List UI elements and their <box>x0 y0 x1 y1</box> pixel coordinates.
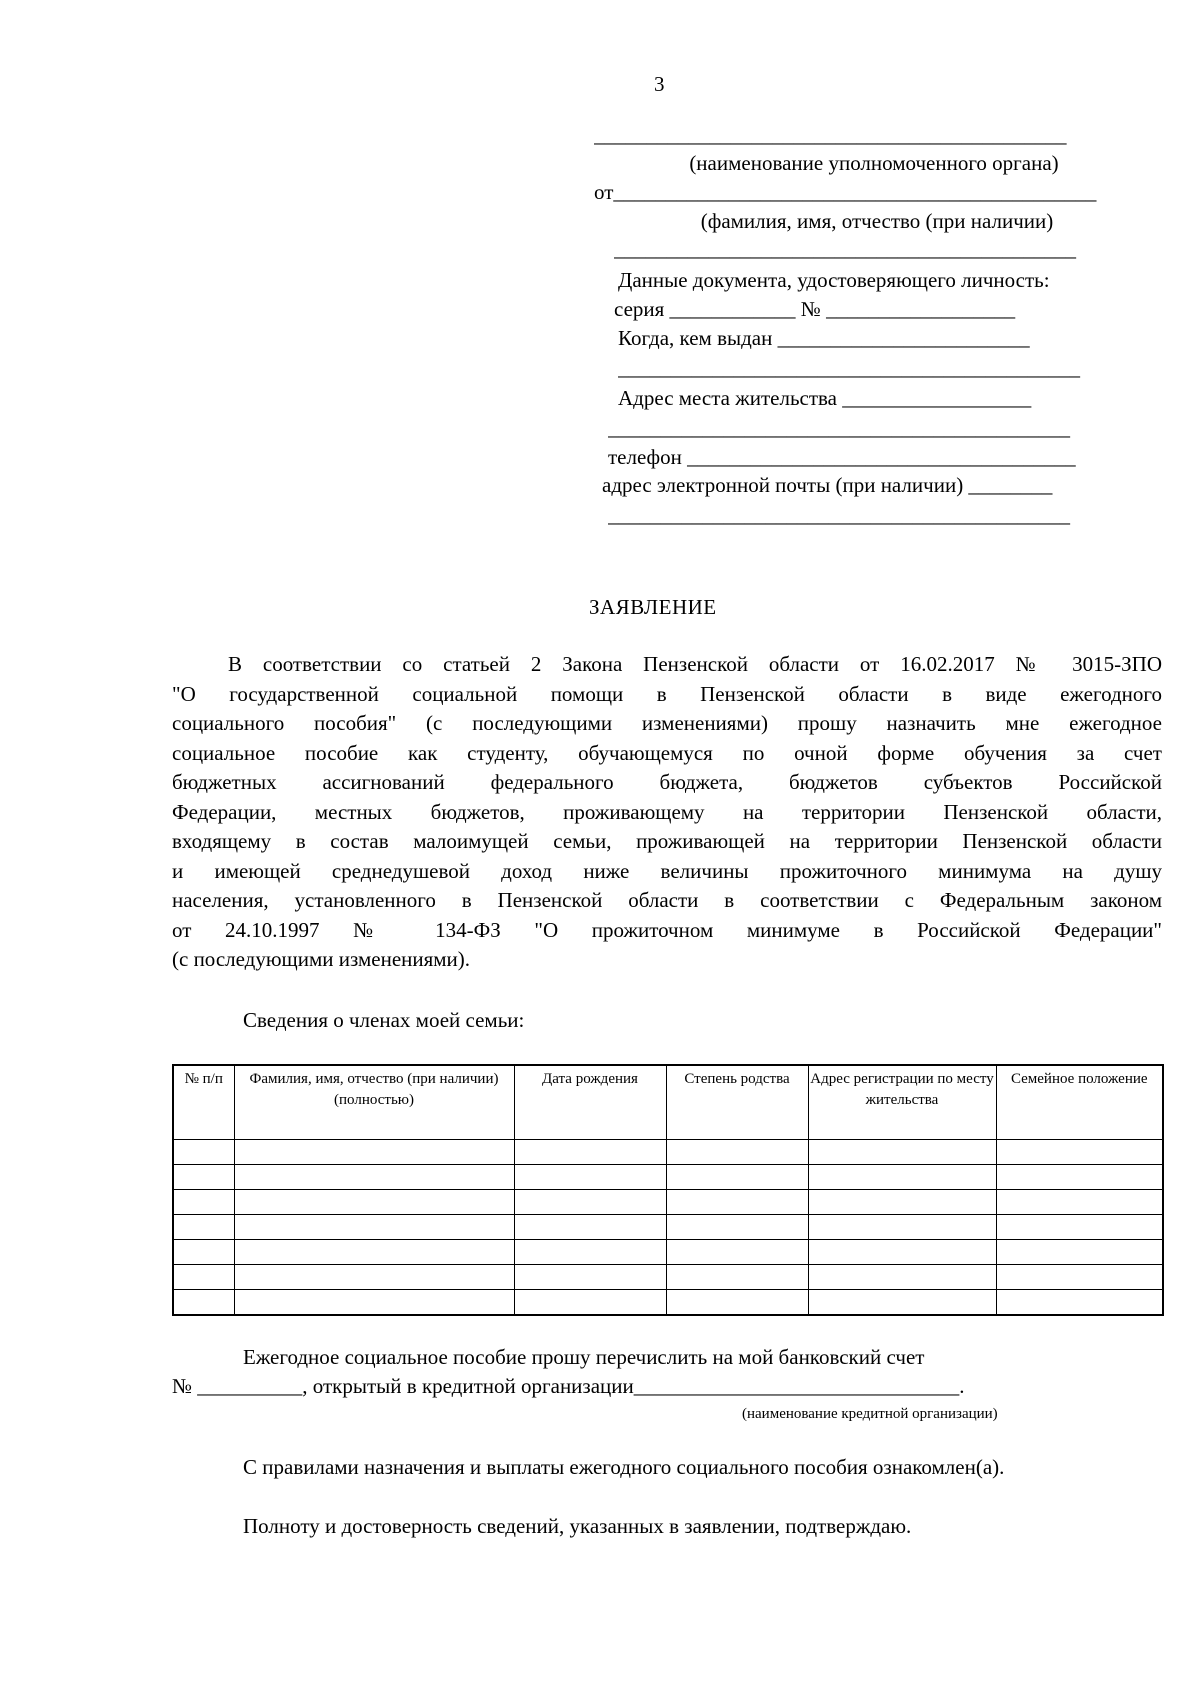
paragraph-line: бюджетных ассигнований федерального бюджета, бюджетов субъектов Российской <box>172 770 1162 794</box>
table-row <box>173 1215 1163 1240</box>
table-cell[interactable] <box>173 1165 234 1190</box>
table-cell[interactable] <box>173 1290 234 1316</box>
table-cell[interactable] <box>173 1140 234 1165</box>
table-cell[interactable] <box>234 1265 514 1290</box>
document-title: ЗАЯВЛЕНИЕ <box>589 595 717 619</box>
table-cell[interactable] <box>514 1240 666 1265</box>
table-row <box>173 1165 1163 1190</box>
table-cell[interactable] <box>514 1190 666 1215</box>
table-cell[interactable] <box>996 1215 1163 1240</box>
rules-acknowledgement: С правилами назначения и выплаты ежегодного социального пособия ознакомлен(а). <box>243 1455 1005 1479</box>
table-cell[interactable] <box>173 1265 234 1290</box>
table-cell[interactable] <box>996 1190 1163 1215</box>
table-cell[interactable] <box>996 1140 1163 1165</box>
table-cell[interactable] <box>666 1240 808 1265</box>
paragraph-line: (с последующими изменениями). <box>172 947 471 971</box>
family-members-table <box>172 1064 1164 1316</box>
issued-by-line: ____________________________________________ <box>618 356 1080 380</box>
paragraph-line: входящему в состав малоимущей семьи, проживающей на территории Пензенской области <box>172 829 1162 853</box>
table-cell[interactable] <box>996 1290 1163 1316</box>
accuracy-confirmation: Полноту и достоверность сведений, указанных в заявлении, подтверждаю. <box>243 1514 912 1538</box>
fio-caption: (фамилия, имя, отчество (при наличии) <box>700 209 1054 233</box>
table-cell[interactable] <box>666 1215 808 1240</box>
table-cell[interactable] <box>173 1190 234 1215</box>
table-cell[interactable] <box>996 1165 1163 1190</box>
table-cell[interactable] <box>666 1265 808 1290</box>
paragraph-line: и имеющей среднедушевой доход ниже величины прожиточного минимума на душу <box>172 858 1162 883</box>
table-cell[interactable] <box>666 1165 808 1190</box>
paragraph-line: Федерации, местных бюджетов, проживающему на территории Пензенской области, <box>172 799 1162 824</box>
table-row <box>173 1265 1163 1290</box>
table-cell[interactable] <box>808 1140 996 1165</box>
table-cell[interactable] <box>514 1140 666 1165</box>
phone-field: телефон _____________________________________ <box>608 445 1076 469</box>
table-row <box>173 1240 1163 1265</box>
paragraph-line: от 24.10.1997 № 134-ФЗ "О прожиточном минимуме в Российской Федерации" <box>172 917 1162 942</box>
table-header-row <box>173 1065 1163 1140</box>
col-fio-header: Фамилия, имя, отчество (при наличии) (полностью) <box>234 1065 514 1140</box>
bank-name-caption: (наименование кредитной организации) <box>742 1406 998 1422</box>
id-document-label: Данные документа, удостоверяющего личность: <box>618 268 1050 292</box>
authority-caption: (наименование уполномоченного органа) <box>689 151 1059 175</box>
authority-line: _____________________________________________ <box>594 123 1067 147</box>
paragraph-line: В соответствии со статьей 2 Закона Пензенской области от 16.02.2017 № 3015-ЗПО <box>228 652 1162 676</box>
table-cell[interactable] <box>514 1265 666 1290</box>
statement-paragraph <box>172 650 1162 975</box>
table-cell[interactable] <box>514 1290 666 1316</box>
series-number-field: серия ____________ № __________________ <box>614 297 1016 321</box>
table-cell[interactable] <box>666 1140 808 1165</box>
col-number-header: № п/п <box>173 1065 234 1140</box>
fio-line: ____________________________________________ <box>614 237 1076 261</box>
table-cell[interactable] <box>234 1240 514 1265</box>
table-cell[interactable] <box>808 1190 996 1215</box>
table-row <box>173 1290 1163 1316</box>
table-cell[interactable] <box>808 1265 996 1290</box>
bank-account-field: № __________, открытый в кредитной организации_______________________________. <box>172 1374 965 1398</box>
paragraph-line: населения, установленного в Пензенской области в соответствии с Федеральным законом <box>172 888 1162 912</box>
family-heading: Сведения о членах моей семьи: <box>243 1008 525 1032</box>
table-cell[interactable] <box>173 1215 234 1240</box>
table-cell[interactable] <box>234 1140 514 1165</box>
from-line: от______________________________________________ <box>594 180 1097 204</box>
paragraph-line: социальное пособие как студенту, обучающемуся по очной форме обучения за счет <box>172 740 1162 765</box>
table-cell[interactable] <box>234 1290 514 1316</box>
email-field: адрес электронной почты (при наличии) ________ <box>602 473 1053 497</box>
col-address-header: Адрес регистрации по месту жительства <box>808 1065 996 1140</box>
table-row <box>173 1190 1163 1215</box>
address-field: Адрес места жительства __________________ <box>618 386 1032 410</box>
address-line: ____________________________________________ <box>608 416 1070 440</box>
paragraph-line: "О государственной социальной помощи в Пензенской области в виде ежегодного <box>172 681 1162 706</box>
col-relation-header: Степень родства <box>666 1065 808 1140</box>
table-cell[interactable] <box>234 1215 514 1240</box>
table-cell[interactable] <box>514 1165 666 1190</box>
col-birthdate-header: Дата рождения <box>514 1065 666 1140</box>
table-cell[interactable] <box>808 1240 996 1265</box>
bank-request: Ежегодное социальное пособие прошу перечислить на мой банковский счет <box>243 1345 925 1369</box>
table-cell[interactable] <box>514 1215 666 1240</box>
table-row <box>173 1140 1163 1165</box>
table-cell[interactable] <box>666 1190 808 1215</box>
table-cell[interactable] <box>808 1215 996 1240</box>
table-cell[interactable] <box>173 1240 234 1265</box>
table-cell[interactable] <box>808 1290 996 1316</box>
table-cell[interactable] <box>234 1165 514 1190</box>
email-line: ____________________________________________ <box>608 503 1070 527</box>
page-number: 3 <box>654 72 665 96</box>
table-cell[interactable] <box>808 1165 996 1190</box>
col-marital-header: Семейное положение <box>996 1065 1163 1140</box>
issued-by-field: Когда, кем выдан ________________________ <box>618 326 1030 350</box>
table-cell[interactable] <box>996 1240 1163 1265</box>
table-cell[interactable] <box>234 1190 514 1215</box>
table-cell[interactable] <box>996 1265 1163 1290</box>
paragraph-line: социального пособия" (с последующими изменениями) прошу назначить мне ежегодное <box>172 711 1162 735</box>
table-cell[interactable] <box>666 1290 808 1316</box>
